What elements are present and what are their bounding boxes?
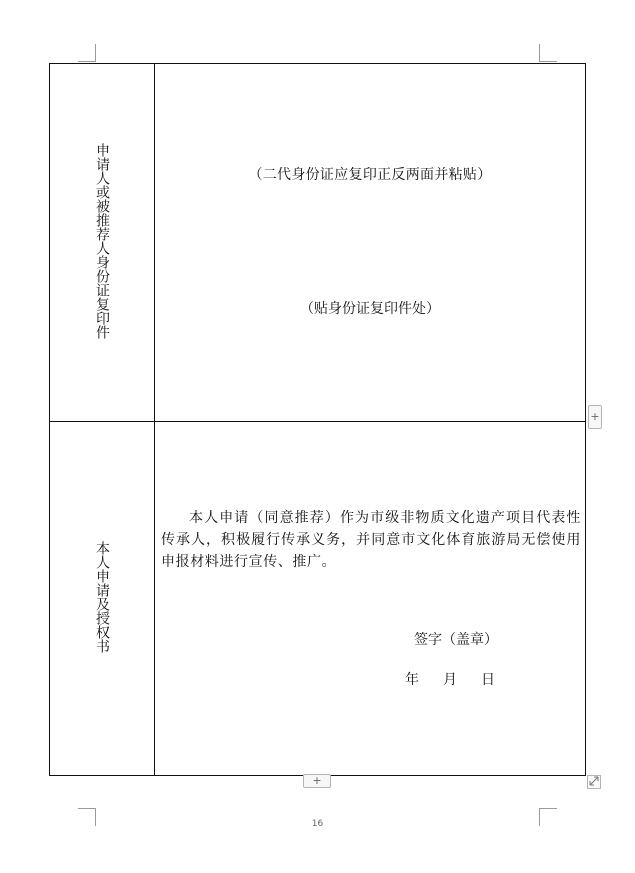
- date-line: [405, 669, 495, 689]
- add-row-button[interactable]: [303, 774, 331, 788]
- id-copy-note: （二代身份证应复印正反两面并粘贴）: [248, 167, 492, 183]
- authorization-text: 本人申请（同意推荐）作为市级非物质文化遗产项目代表性传承人，积极履行传承义务，并同意市文化体育旅游局无偿使用申报材料进行宣传、推广。: [161, 510, 581, 570]
- add-column-button[interactable]: [588, 405, 602, 429]
- crop-mark-top-left: [78, 44, 96, 62]
- id-copy-label-cell[interactable]: [50, 64, 155, 422]
- id-copy-label: 申请人或被推荐人身份证复印件: [94, 142, 110, 339]
- page-number: 16: [311, 819, 324, 829]
- authorization-row: [50, 422, 586, 776]
- signature-label: 签字（盖章）: [414, 632, 498, 648]
- application-form-table: [49, 63, 586, 776]
- date-month: 月: [443, 672, 457, 688]
- crop-mark-top-right: [539, 44, 557, 62]
- id-copy-row: [50, 64, 586, 422]
- id-copy-paste-here: （贴身份证复印件处）: [300, 301, 440, 317]
- authorization-label: 本人申请及授权书: [94, 540, 110, 653]
- authorization-label-cell[interactable]: [50, 422, 155, 776]
- authorization-content-cell[interactable]: [155, 422, 586, 776]
- plus-icon: +: [590, 410, 600, 423]
- date-year: 年: [405, 672, 419, 688]
- table-resize-handle[interactable]: [587, 775, 601, 789]
- plus-icon: +: [312, 774, 322, 787]
- id-copy-content-cell[interactable]: [155, 64, 586, 422]
- date-day: 日: [481, 672, 495, 688]
- resize-diagonal-icon: [589, 776, 599, 786]
